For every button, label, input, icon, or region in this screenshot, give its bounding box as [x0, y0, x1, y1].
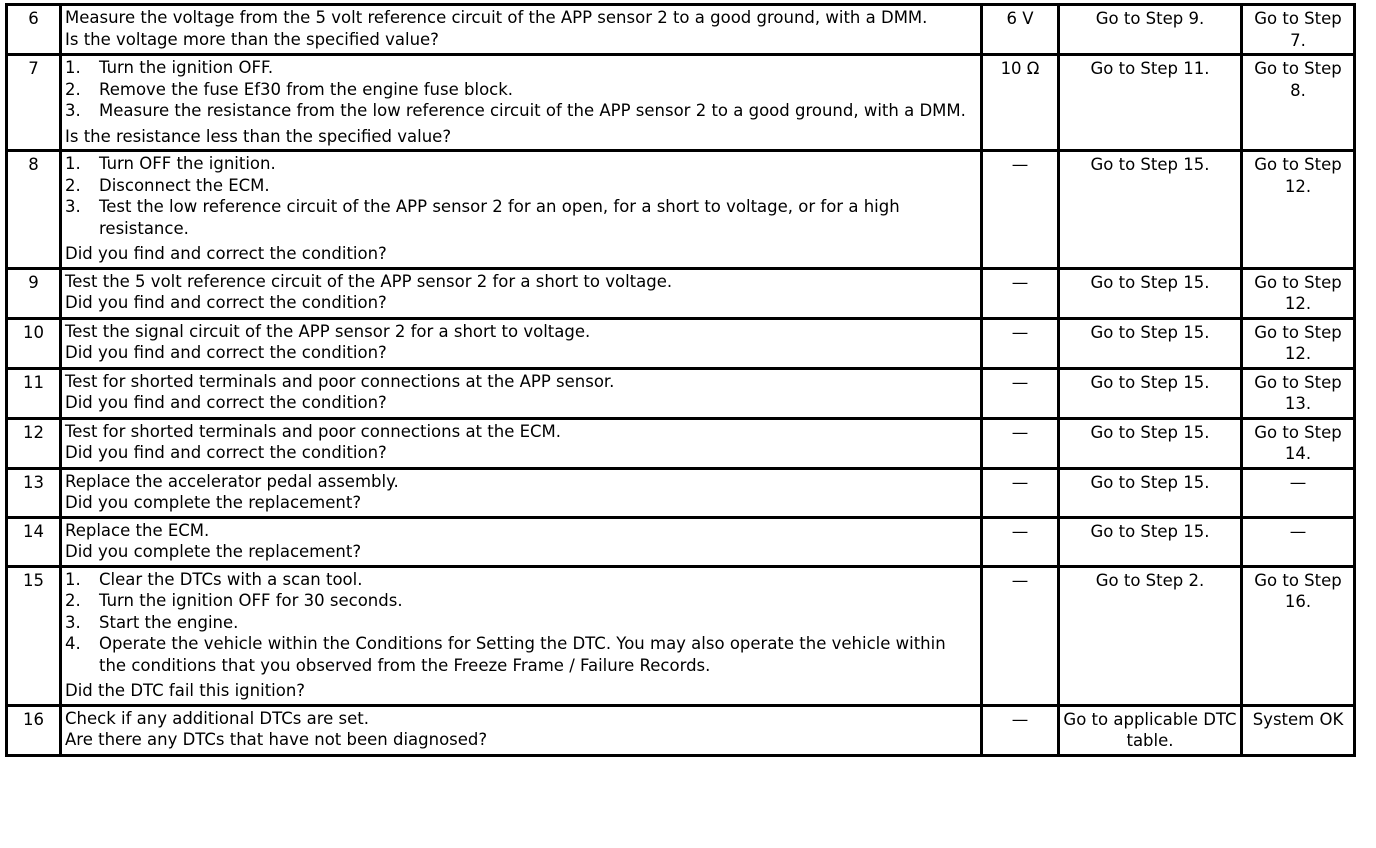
- no-action: Go to Step 16.: [1254, 570, 1342, 611]
- yes-action: Go to Step 9.: [1095, 9, 1205, 28]
- yes-action: Go to Step 15.: [1090, 372, 1210, 392]
- action-cell: [61, 268, 982, 318]
- step-item-number: 2.: [65, 79, 81, 99]
- action-text: Test the signal circuit of the APP sensor 2 for a short to voltage.: [65, 321, 591, 341]
- specified-value: —: [1011, 709, 1029, 729]
- no-action: —: [1289, 472, 1307, 492]
- table-row: [7, 318, 1355, 368]
- step-item-number: 3.: [65, 612, 81, 632]
- action-text: Test for shorted terminals and poor connections at the ECM.: [65, 421, 562, 441]
- step-item-text: Start the engine.: [99, 612, 239, 632]
- step-number: 11: [23, 372, 44, 392]
- no-cell: [1242, 55, 1355, 151]
- step-number-cell: [7, 468, 61, 517]
- step-number: 16: [23, 709, 44, 729]
- step-item-number: 4.: [65, 634, 81, 653]
- action-text: Replace the accelerator pedal assembly.: [65, 471, 399, 491]
- step-item-text: Clear the DTCs with a scan tool.: [99, 569, 363, 589]
- action-text: Are there any DTCs that have not been diagnosed?: [65, 730, 488, 749]
- value-cell: [982, 268, 1059, 318]
- value-cell: [982, 368, 1059, 418]
- action-text: Did you find and correct the condition?: [65, 343, 387, 362]
- specified-value: 10 Ω: [1000, 59, 1040, 78]
- value-cell: [982, 5, 1059, 55]
- action-cell: [61, 368, 982, 418]
- step-item-text: Remove the fuse Ef30 from the engine fuse block.: [99, 79, 514, 99]
- step-number-cell: [7, 566, 61, 705]
- yes-action: Go to Step 15.: [1090, 322, 1210, 342]
- action-cell: [61, 418, 982, 468]
- no-action: Go to Step 7.: [1254, 9, 1342, 50]
- action-cell: [61, 5, 982, 55]
- step-number: 15: [23, 570, 44, 590]
- no-action: Go to Step 8.: [1254, 59, 1342, 100]
- table-row: [7, 517, 1355, 566]
- step-item-number: 1.: [65, 569, 81, 589]
- numbered-step: [65, 79, 977, 101]
- value-cell: [982, 418, 1059, 468]
- step-item-text: Turn OFF the ignition.: [99, 154, 276, 173]
- action-text: Test the 5 volt reference circuit of the APP sensor 2 for a short to voltage.: [65, 271, 673, 291]
- step-item-number: 1.: [65, 58, 81, 77]
- yes-cell: [1059, 566, 1242, 705]
- step-question: Did the DTC fail this ignition?: [65, 681, 306, 700]
- yes-action: Go to Step 15.: [1090, 155, 1210, 174]
- yes-cell: [1059, 55, 1242, 151]
- no-cell: [1242, 318, 1355, 368]
- no-action: Go to Step 12.: [1254, 272, 1342, 313]
- step-number: 14: [23, 521, 44, 541]
- step-question: Is the voltage more than the specified value?: [65, 29, 439, 49]
- specified-value: —: [1011, 422, 1029, 442]
- action-text: Test for shorted terminals and poor connections at the APP sensor.: [65, 371, 615, 391]
- no-cell: [1242, 368, 1355, 418]
- step-item-text: Test the low reference circuit of the APP sensor 2 for an open, for a short to voltage, or for a high resistance.: [99, 197, 900, 238]
- action-cell: [61, 55, 982, 151]
- action-text: Did you complete the replacement?: [65, 493, 362, 512]
- value-cell: [982, 318, 1059, 368]
- specified-value: —: [1011, 322, 1029, 342]
- specified-value: —: [1011, 521, 1029, 541]
- numbered-step: [65, 57, 977, 79]
- step-number-cell: [7, 268, 61, 318]
- specified-value: —: [1011, 155, 1029, 174]
- yes-action: Go to Step 11.: [1090, 59, 1210, 78]
- specified-value: —: [1011, 272, 1029, 292]
- yes-action: Go to Step 15.: [1090, 521, 1210, 541]
- specified-value: 6 V: [1006, 9, 1034, 28]
- step-item-number: 1.: [65, 154, 81, 173]
- diagnostic-table-body: [7, 5, 1355, 756]
- yes-action: Go to Step 15.: [1090, 472, 1210, 492]
- yes-cell: [1059, 468, 1242, 517]
- no-cell: [1242, 268, 1355, 318]
- step-item-text: Turn the ignition OFF.: [99, 58, 274, 77]
- numbered-step: [65, 175, 977, 197]
- yes-cell: [1059, 151, 1242, 269]
- no-cell: [1242, 5, 1355, 55]
- yes-cell: [1059, 318, 1242, 368]
- yes-cell: [1059, 418, 1242, 468]
- step-question: Is the resistance less than the specified value?: [65, 126, 452, 146]
- numbered-step: [65, 100, 977, 122]
- action-cell: [61, 151, 982, 269]
- yes-action: Go to Step 15.: [1090, 272, 1210, 292]
- action-cell: [61, 468, 982, 517]
- yes-cell: [1059, 517, 1242, 566]
- step-item-number: 2.: [65, 175, 81, 195]
- step-item-text: Turn the ignition OFF for 30 seconds.: [99, 591, 403, 610]
- table-row: [7, 705, 1355, 755]
- no-cell: [1242, 566, 1355, 705]
- specified-value: —: [1011, 570, 1029, 590]
- step-number: 13: [23, 472, 44, 492]
- action-cell: [61, 705, 982, 755]
- yes-action: Go to Step 15.: [1090, 422, 1210, 442]
- step-number-cell: [7, 151, 61, 269]
- specified-value: —: [1011, 372, 1029, 392]
- step-number: 10: [23, 322, 44, 342]
- step-number: 12: [23, 422, 44, 442]
- yes-cell: [1059, 368, 1242, 418]
- step-item-text: Operate the vehicle within the Conditions for Setting the DTC. You may also operate the vehicle within the conditions that you observed from the Freeze Frame / Failure Records.: [99, 634, 946, 675]
- yes-action: Go to Step 2.: [1095, 570, 1205, 590]
- yes-cell: [1059, 5, 1242, 55]
- step-number-cell: [7, 318, 61, 368]
- step-number-cell: [7, 368, 61, 418]
- numbered-step: [65, 153, 977, 175]
- no-cell: [1242, 468, 1355, 517]
- table-row: [7, 566, 1355, 705]
- no-cell: [1242, 705, 1355, 755]
- no-cell: [1242, 151, 1355, 269]
- action-text: Did you find and correct the condition?: [65, 443, 387, 462]
- no-action: Go to Step 14.: [1254, 422, 1342, 463]
- value-cell: [982, 566, 1059, 705]
- table-row: [7, 55, 1355, 151]
- action-text: Replace the ECM.: [65, 520, 210, 540]
- action-text: Measure the voltage from the 5 volt reference circuit of the APP sensor 2 to a good ground, with a DMM.: [65, 8, 928, 27]
- action-text: Check if any additional DTCs are set.: [65, 708, 369, 728]
- yes-cell: [1059, 268, 1242, 318]
- numbered-step: [65, 196, 977, 239]
- value-cell: [982, 468, 1059, 517]
- step-number-cell: [7, 5, 61, 55]
- action-text: Did you find and correct the condition?: [65, 393, 387, 412]
- numbered-step: [65, 612, 977, 634]
- table-row: [7, 418, 1355, 468]
- no-cell: [1242, 517, 1355, 566]
- no-action: Go to Step 12.: [1254, 155, 1342, 196]
- step-number: 9: [28, 272, 39, 292]
- step-number-cell: [7, 705, 61, 755]
- table-row: [7, 268, 1355, 318]
- value-cell: [982, 151, 1059, 269]
- table-row: [7, 5, 1355, 55]
- diagnostic-table: [5, 3, 1356, 757]
- step-item-text: Disconnect the ECM.: [99, 175, 270, 195]
- no-cell: [1242, 418, 1355, 468]
- specified-value: —: [1011, 472, 1029, 492]
- action-cell: [61, 517, 982, 566]
- step-item-number: 2.: [65, 591, 81, 610]
- numbered-step: [65, 633, 977, 676]
- step-number: 6: [28, 9, 39, 28]
- table-row: [7, 368, 1355, 418]
- step-item-number: 3.: [65, 101, 81, 120]
- no-action: Go to Step 12.: [1254, 322, 1342, 363]
- step-number: 8: [28, 155, 39, 174]
- step-question: Did you find and correct the condition?: [65, 244, 387, 263]
- step-item-number: 3.: [65, 197, 81, 216]
- action-cell: [61, 566, 982, 705]
- numbered-step: [65, 569, 977, 591]
- value-cell: [982, 517, 1059, 566]
- step-number-cell: [7, 517, 61, 566]
- action-text: Did you complete the replacement?: [65, 542, 362, 561]
- table-row: [7, 151, 1355, 269]
- yes-action: Go to applicable DTC table.: [1063, 709, 1237, 750]
- numbered-step: [65, 590, 977, 612]
- no-action: Go to Step 13.: [1254, 372, 1342, 413]
- step-number: 7: [28, 59, 39, 78]
- table-row: [7, 468, 1355, 517]
- step-number-cell: [7, 418, 61, 468]
- yes-cell: [1059, 705, 1242, 755]
- value-cell: [982, 705, 1059, 755]
- no-action: System OK: [1252, 709, 1344, 729]
- action-text: Did you find and correct the condition?: [65, 293, 387, 312]
- value-cell: [982, 55, 1059, 151]
- no-action: —: [1289, 521, 1307, 541]
- step-item-text: Measure the resistance from the low reference circuit of the APP sensor 2 to a good ground, with a DMM.: [99, 101, 966, 120]
- step-number-cell: [7, 55, 61, 151]
- action-cell: [61, 318, 982, 368]
